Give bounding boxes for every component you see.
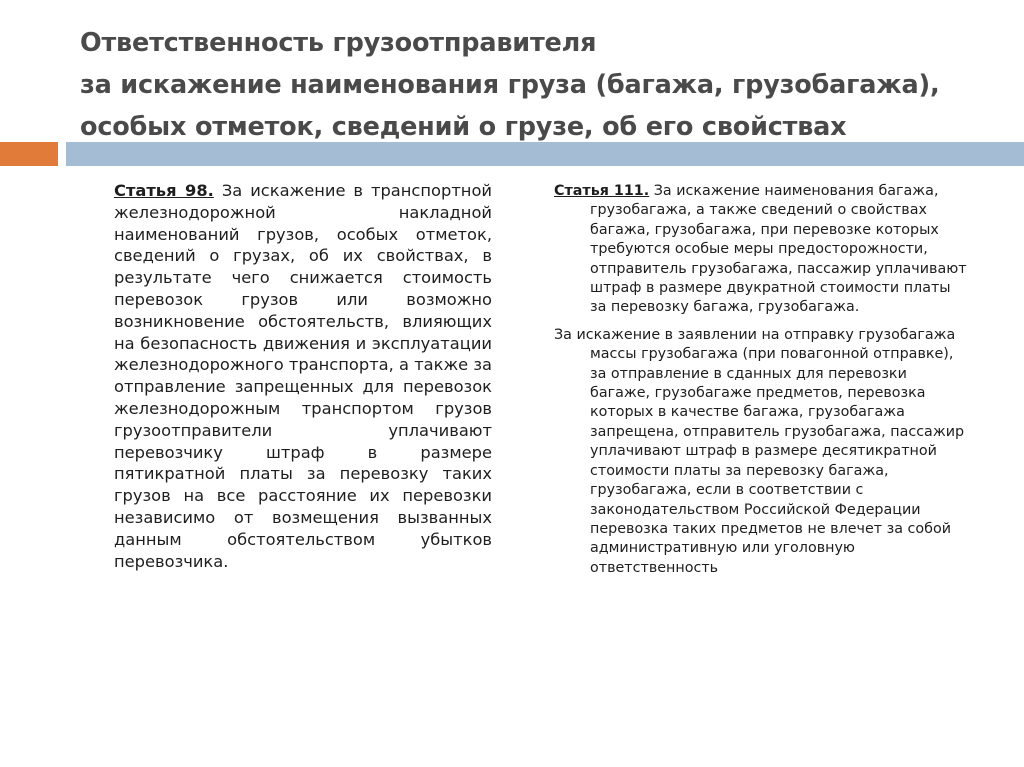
article-98-text <box>114 180 492 572</box>
article-111-paragraph-2 <box>554 326 970 578</box>
article-98-label: Статья 98. <box>114 181 214 200</box>
accent-bar-orange <box>0 142 58 166</box>
accent-bar-blue <box>66 142 1024 166</box>
article-98-first-line: За искажение в транспортной <box>221 181 492 200</box>
title-line-1: Ответственность грузоотправителя <box>80 28 597 58</box>
article-111-paragraph-2-text: За искажение в заявлении на отправку грузобагажа массы грузобагажа (при повагонной отправке), за отправление в сданных для перевозки багаже, грузобагаже предметов, перевозка которых в качестве багажа, грузобагажа запрещена, отправитель грузобагажа, пассажир уплачивают штраф в размере десятикратной стоимости платы за перевозку багажа, грузобагажа, если в соответствии с законодательством Российской Федерации перевозка таких предметов не влечет за собой административную или уголовную ответственность <box>554 326 965 576</box>
title-line-3: особых отметок, сведений о грузе, об его свойствах <box>80 112 847 142</box>
title-line-2: за искажение наименования груза (багажа, грузобагажа), <box>80 70 940 100</box>
slide-title <box>80 22 1000 148</box>
article-111-paragraph-1-text: За искажение наименования багажа, грузобагажа, а также сведений о свойствах багажа, грузобагажа, при перевозке которых требуются особые меры предосторожности, отправитель грузобагажа, пассажир уплачивают штраф в размере двукратной стоимости платы за перевозку багажа, грузобагажа. <box>590 183 967 316</box>
article-98-body: железнодорожной накладной наименований грузов, особых отметок, сведений о грузах, об их свойствах, в результате чего снижается стоимость перевозок грузов или возможно возникновение обстоятельств, влияющих на безопасность движения и эксплуатации железнодорожного транспорта, а также за отправление запрещенных для перевозок железнодорожным транспортом грузов грузоотправители уплачивают перевозчику штраф в размере пятикратной платы за перевозку таких грузов на все расстояние их перевозки независимо от возмещения вызванных данным обстоятельством убытков перевозчика. <box>114 202 492 571</box>
article-111-text <box>554 182 970 586</box>
article-111-paragraph-1 <box>554 182 970 318</box>
article-111-label: Статья 111. <box>554 183 650 199</box>
article-98-paragraph <box>114 180 492 572</box>
